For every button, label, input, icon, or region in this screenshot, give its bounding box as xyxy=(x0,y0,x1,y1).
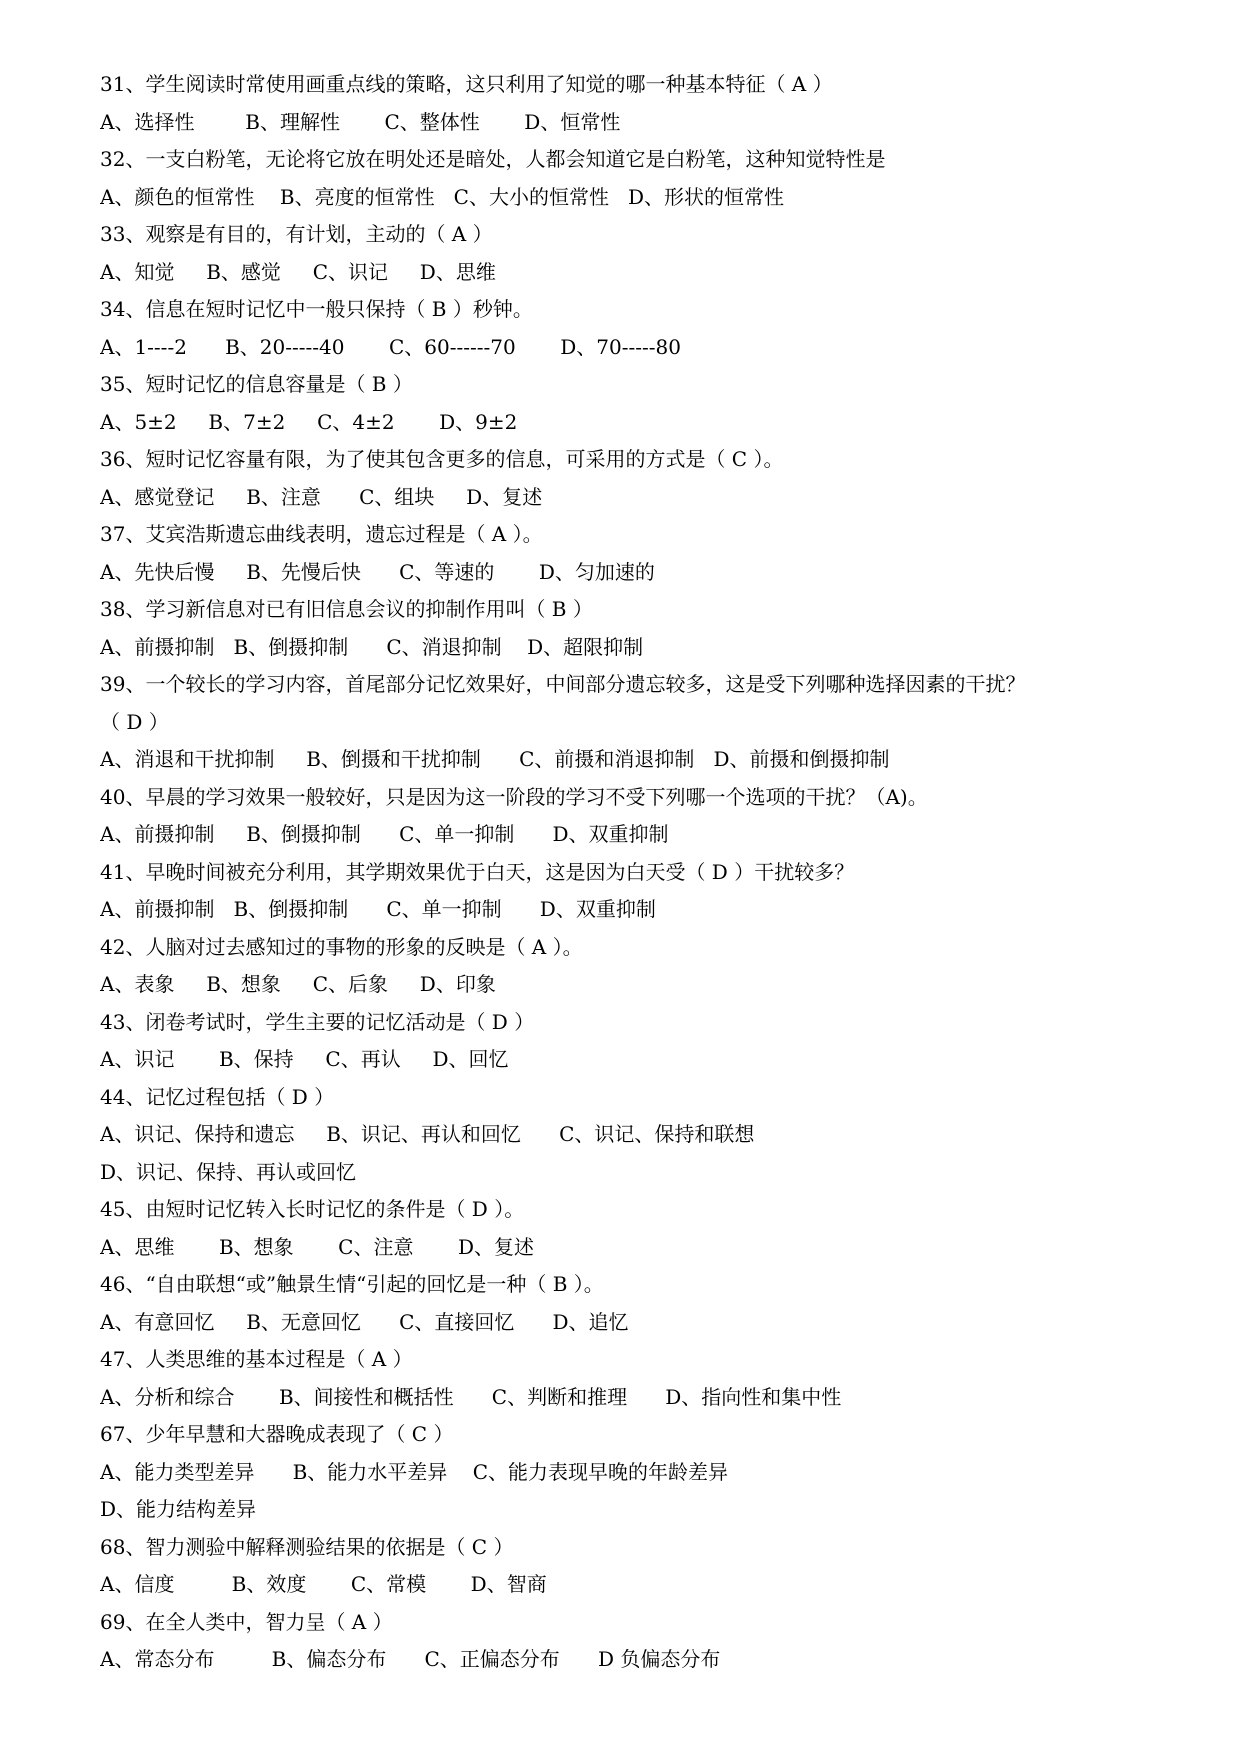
options-37: A、先快后慢 B、先慢后快 C、等速的 D、匀加速的 xyxy=(100,559,655,584)
options-35: A、5±2 B、7±2 C、4±2 D、9±2 xyxy=(100,409,518,434)
options-40: A、前摄抑制 B、倒摄抑制 C、单一抑制 D、双重抑制 xyxy=(100,822,669,846)
question-45: 45、由短时记忆转入长时记忆的条件是（ D ）。 xyxy=(100,1197,525,1221)
options-34: A、1----2 B、20-----40 C、60------70 D、70-----80 xyxy=(100,334,681,359)
options-43: A、识记 B、保持 C、再认 D、回忆 xyxy=(100,1047,509,1071)
question-38: 38、学习新信息对已有旧信息会议的抑制作用叫（ B ） xyxy=(100,597,593,621)
question-46: 46、“自由联想“或”触景生情“引起的回忆是一种（ B ）。 xyxy=(100,1272,604,1296)
options-47: A、分析和综合 B、间接性和概括性 C、判断和推理 D、指向性和集中性 xyxy=(100,1384,842,1409)
question-34: 34、信息在短时记忆中一般只保持（ B ）秒钟。 xyxy=(100,297,533,321)
options-42: A、表象 B、想象 C、后象 D、印象 xyxy=(100,972,496,996)
options-31: A、选择性 B、理解性 C、整体性 D、恒常性 xyxy=(100,109,621,134)
question-39-answer: （ D ） xyxy=(100,709,169,734)
options-67-cont: D、能力结构差异 xyxy=(100,1497,257,1521)
options-33: A、知觉 B、感觉 C、识记 D、思维 xyxy=(100,259,496,284)
question-41: 41、早晚时间被充分利用，其学期效果优于白天，这是因为白天受（ D ）干扰较多？ xyxy=(100,859,855,884)
question-47: 47、人类思维的基本过程是（ A ） xyxy=(100,1347,413,1371)
question-67: 67、少年早慧和大器晚成表现了（ C ） xyxy=(100,1422,454,1446)
options-45: A、思维 B、想象 C、注意 D、复述 xyxy=(100,1234,534,1259)
question-32: 32、一支白粉笔，无论将它放在明处还是暗处，人都会知道它是白粉笔，这种知觉特性是 xyxy=(100,147,886,171)
question-33: 33、观察是有目的，有计划，主动的（ A ） xyxy=(100,222,493,246)
options-69: A、常态分布 B、偏态分布 C、正偏态分布 D 负偏态分布 xyxy=(100,1647,721,1671)
question-39: 39、一个较长的学习内容，首尾部分记忆效果好，中间部分遗忘较多，这是受下列哪种选择因素的干扰？ xyxy=(100,672,1026,696)
options-44-cont: D、识记、保持、再认或回忆 xyxy=(100,1159,357,1184)
question-40: 40、早晨的学习效果一般较好，只是因为这一阶段的学习不受下列哪一个选项的干扰？（A)。 xyxy=(100,784,928,809)
question-69: 69、在全人类中，智力呈（ A ） xyxy=(100,1609,393,1634)
question-43: 43、闭卷考试时，学生主要的记忆活动是（ D ） xyxy=(100,1009,535,1034)
question-list xyxy=(100,66,1180,1679)
options-39: A、消退和干扰抑制 B、倒摄和干扰抑制 C、前摄和消退抑制 D、前摄和倒摄抑制 xyxy=(100,747,890,771)
options-32: A、颜色的恒常性 B、亮度的恒常性 C、大小的恒常性 D、形状的恒常性 xyxy=(100,184,785,209)
options-67: A、能力类型差异 B、能力水平差异 C、能力表现早晚的年龄差异 xyxy=(100,1459,729,1484)
question-36: 36、短时记忆容量有限，为了使其包含更多的信息，可采用的方式是（ C ）。 xyxy=(100,447,784,471)
question-35: 35、短时记忆的信息容量是（ B ） xyxy=(100,372,413,396)
question-31: 31、学生阅读时常使用画重点线的策略，这只利用了知觉的哪一种基本特征（ A ） xyxy=(100,72,833,96)
question-37: 37、艾宾浩斯遗忘曲线表明，遗忘过程是（ A ）。 xyxy=(100,522,543,546)
options-36: A、感觉登记 B、注意 C、组块 D、复述 xyxy=(100,484,543,509)
options-68: A、信度 B、效度 C、常模 D、智商 xyxy=(100,1572,547,1596)
question-68: 68、智力测验中解释测验结果的依据是（ C ） xyxy=(100,1534,514,1559)
question-44: 44、记忆过程包括（ D ） xyxy=(100,1084,335,1109)
options-41: A、前摄抑制 B、倒摄抑制 C、单一抑制 D、双重抑制 xyxy=(100,897,656,921)
question-42: 42、人脑对过去感知过的事物的形象的反映是（ A ）。 xyxy=(100,934,583,959)
options-46: A、有意回忆 B、无意回忆 C、直接回忆 D、追忆 xyxy=(100,1309,629,1334)
options-44: A、识记、保持和遗忘 B、识记、再认和回忆 C、识记、保持和联想 xyxy=(100,1122,755,1146)
options-38: A、前摄抑制 B、倒摄抑制 C、消退抑制 D、超限抑制 xyxy=(100,634,644,659)
